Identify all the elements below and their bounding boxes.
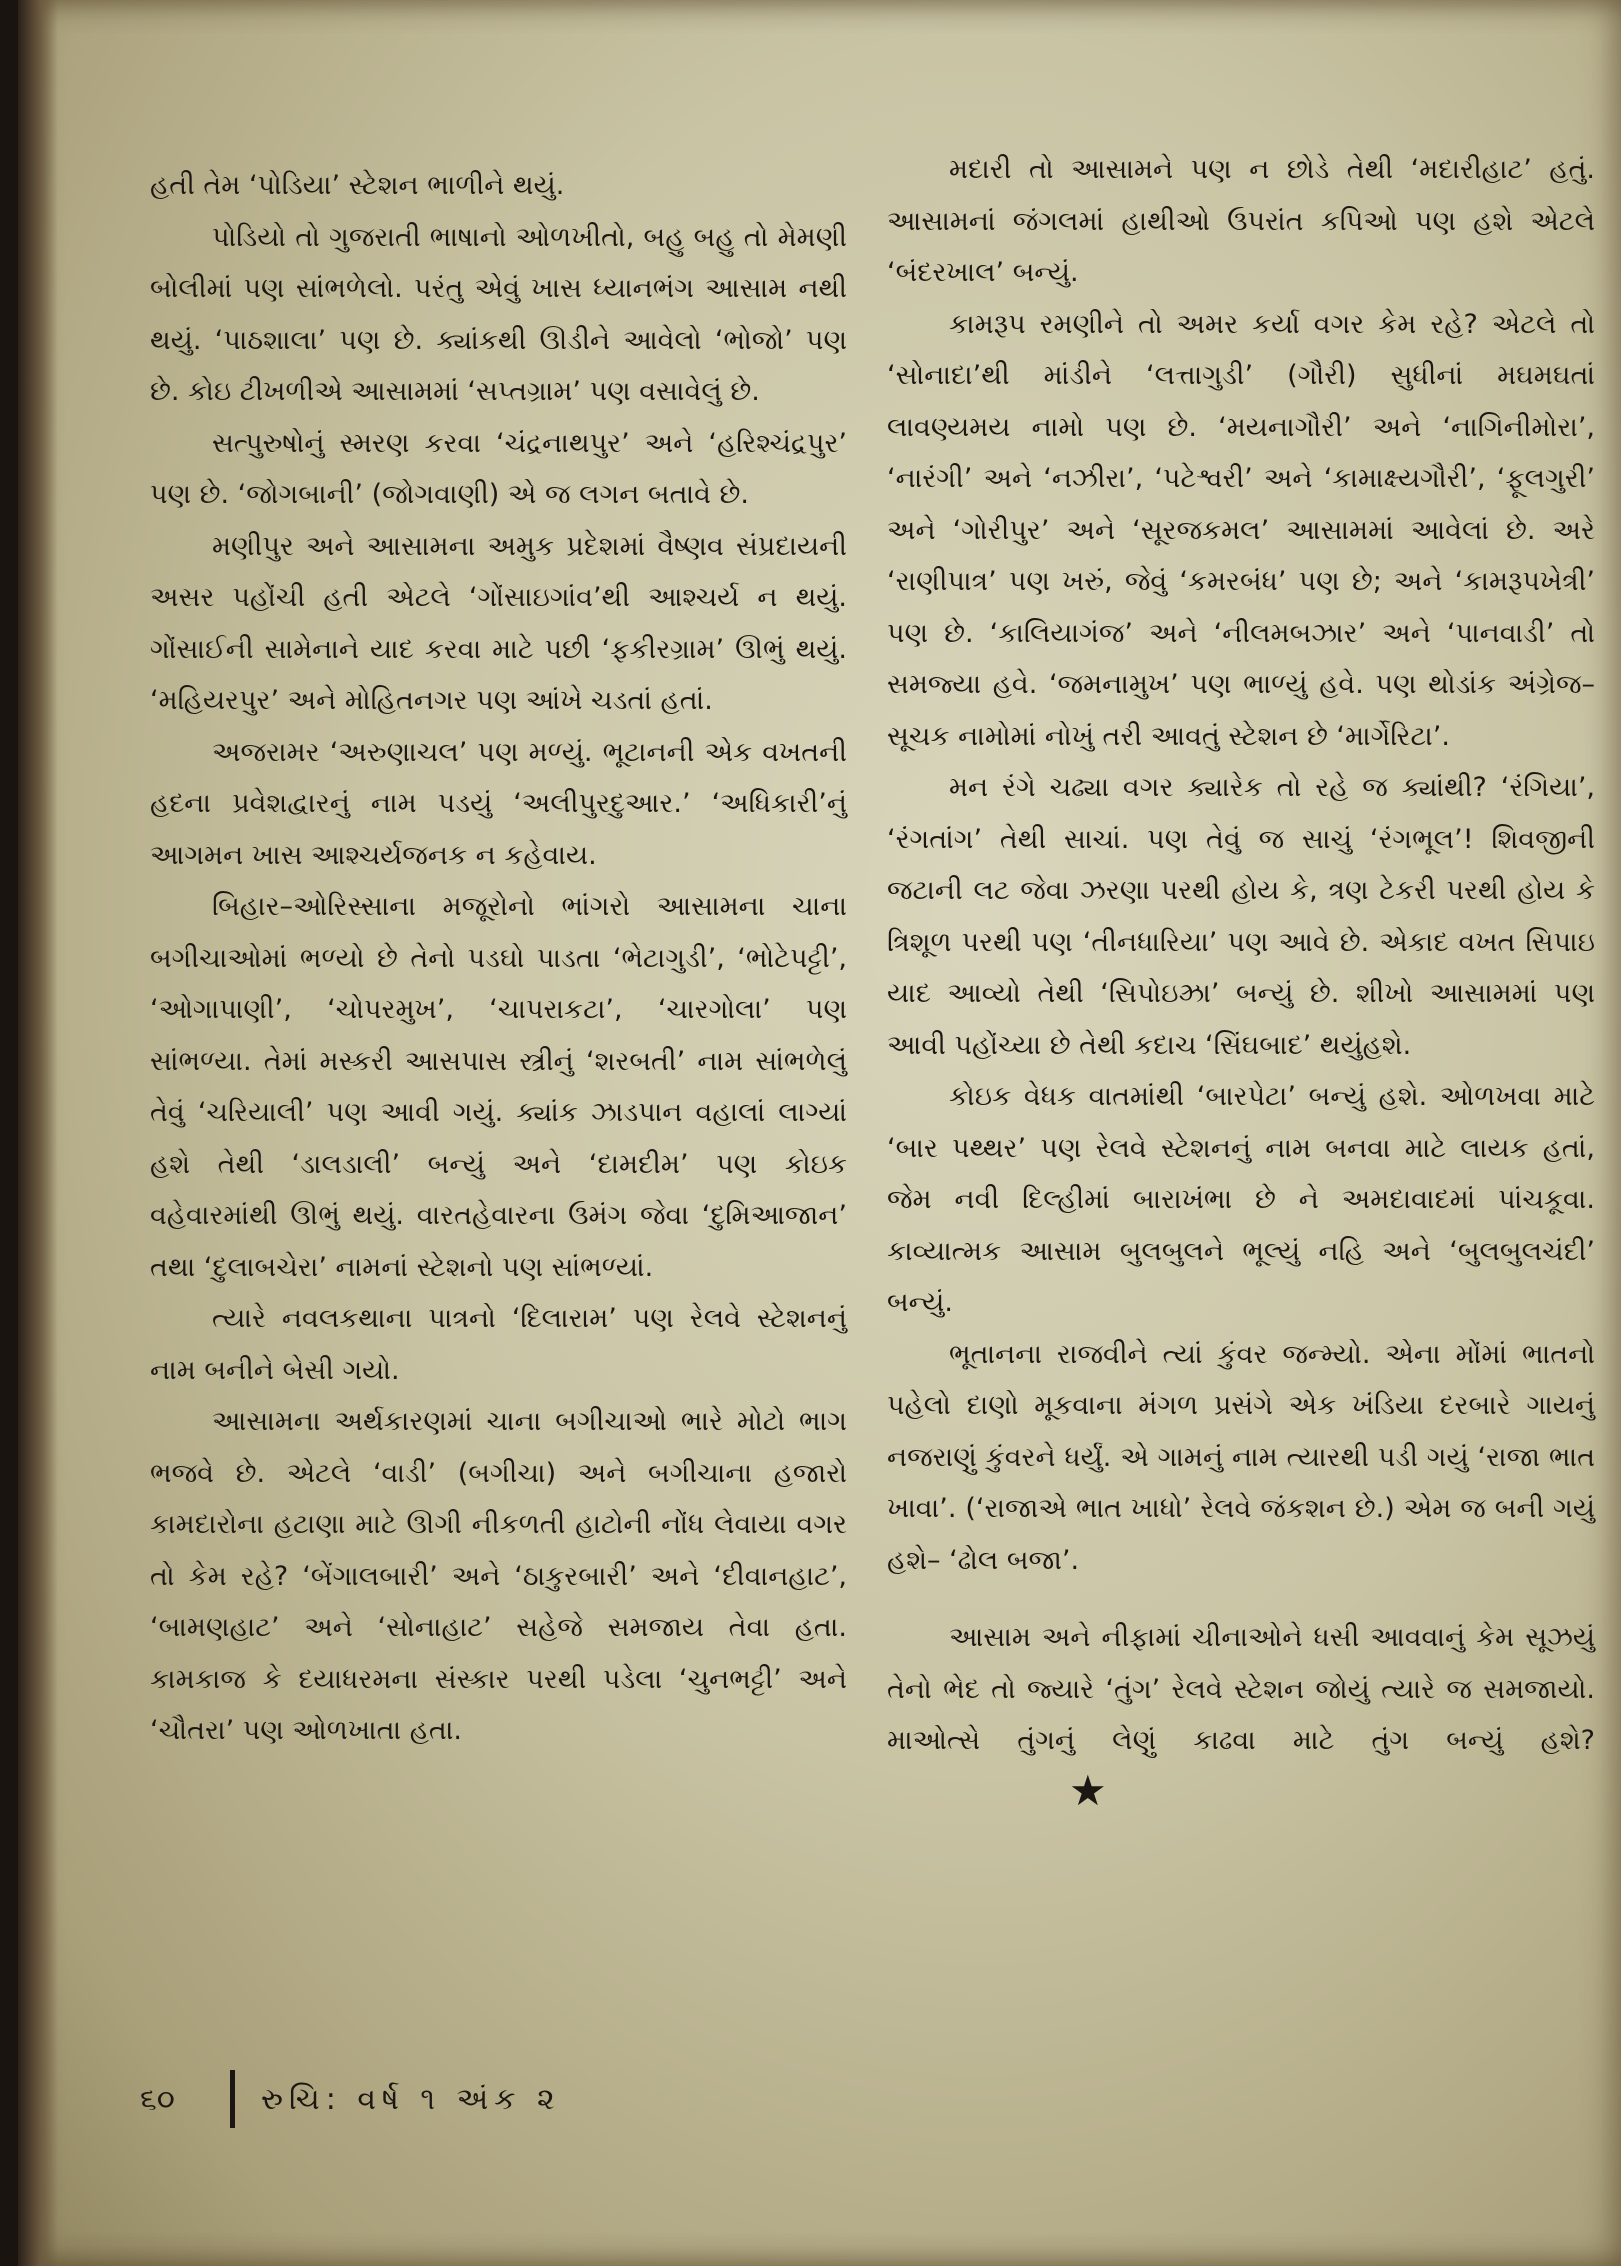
paragraph: મદારી તો આસામને પણ ન છોડે તેથી ‘મદારીહાટ’ હતું. આસામનાં જંગલમાં હાથીઓ ઉપરાંત કપિઓ પણ હશે એટલે ‘બંદરખાલ’ બન્યું.	[887, 154, 1595, 288]
paragraph: હતી તેમ ‘પોડિયા’ સ્ટેશન ભાળીને થયું.	[150, 170, 565, 201]
journal-issue: રુચિ: વર્ષ ૧ અંક ૨	[261, 2081, 561, 2117]
paragraph: પોડિયો તો ગુજરાતી ભાષાનો ઓળખીતો, બહુ બહુ તો મેમણી બોલીમાં પણ સાંભળેલો. પરંતુ એવું ખાસ ધ્યાનભંગ આસામ નથી થયું. ‘પાઠશાલા’ પણ છે. ક્યાંકથી ઊડીને આવેલો ‘ભોજો’ પણ છે. કોઇ ટીખળીએ આસામમાં ‘સપ્તગ્રામ’ પણ વસાવેલું છે.	[150, 221, 847, 407]
book-gutter	[18, 0, 58, 2266]
paragraph: ત્યારે નવલકથાના પાત્રનો ‘દિલારામ’ પણ રેલવે સ્ટેશનનું નામ બનીને બેસી ગયો.	[150, 1303, 847, 1386]
left-column	[150, 160, 847, 1757]
page-footer	[140, 2070, 561, 2128]
footer-divider	[230, 2070, 235, 2128]
paragraph: અજરામર ‘અરુણાચલ’ પણ મળ્યું. ભૂટાનની એક વખતની હદના પ્રવેશદ્વારનું નામ પડયું ‘અલીપુરદુઆર.’ ‘અધિકારી’નું આગમન ખાસ આશ્ચર્યજનક ન કહેવાય.	[150, 736, 847, 871]
page-number: ૬૦	[140, 2081, 175, 2117]
paragraph: મણીપુર અને આસામના અમુક પ્રદેશમાં વૈષ્ણવ સંપ્રદાયની અસર પહોંચી હતી એટલે ‘ગોંસાઇગાંવ’થી આશ્ચર્ય ન થયું. ગોંસાઈની સામેનાને યાદ કરવા માટે પછી ‘ફકીરગ્રામ’ ઊભું થયું. ‘મહિયરપુર’ અને મોહિતનગર પણ આંખે ચડતાં હતાં.	[150, 530, 847, 716]
paragraph: બિહાર–ઓરિસ્સાના મજૂરોનો ભાંગરો આસામના ચાના બગીચાઓમાં ભળ્યો છે તેનો પડઘો પાડતા ‘ભેટાગુડી’, ‘ભોટેપટ્ટી’, ‘ઓગાપાણી’, ‘ચોપરમુખ’, ‘ચાપરાકટા’, ‘ચારગોલા’ પણ સાંભળ્યા. તેમાં મસ્કરી આસપાસ સ્ત્રીનું ‘શરબતી’ નામ સાંભળેલું તેવું ‘ચરિયાલી’ પણ આવી ગયું. ક્યાંક ઝાડપાન વહાલાં લાગ્યાં હશે તેથી ‘ડાલડાલી’ બન્યું અને ‘દામદીમ’ પણ કોઇક વહેવારમાંથી ઊભું થયું. વારતહેવારના ઉમંગ જેવા ‘દુમિઆજાન’ તથા ‘દુલાબચેરા’ નામનાં સ્ટેશનો પણ સાંભળ્યાં.	[150, 891, 847, 1283]
paragraph: સત્પુરુષોનું સ્મરણ કરવા ‘ચંદ્રનાથપુર’ અને ‘હરિશ્ચંદ્રપુર’ પણ છે. ‘જોગબાની’ (જોગવાણી) એ જ લગન બતાવે છે.	[150, 427, 847, 510]
paragraph: આસામના અર્થકારણમાં ચાના બગીચાઓ ભારે મોટો ભાગ ભજવે છે. એટલે ‘વાડી’ (બગીચા) અને બગીચાના હજારો કામદારોના હટાણા માટે ઊગી નીકળતી હાટોની નોંધ લેવાયા વગર તો કેમ રહે? ‘બેંગાલબારી’ અને ‘ઠાકુરબારી’ અને ‘દીવાનહાટ’, ‘બામણહાટ’ અને ‘સોનાહાટ’ સહેજે સમજાય તેવા હતા. કામકાજ કે દયાધરમના સંસ્કાર પરથી પડેલા ‘ચુનભટ્ટી’ અને ‘ચૌતરા’ પણ ઓળખાતા હતા.	[150, 1406, 847, 1746]
closing-paragraph-text: આસામ અને નીફામાં ચીનાઓને ધસી આવવાનું કેમ સૂઝયું તેનો ભેદ તો જ્યારે ‘તુંગ’ રેલવે સ્ટેશન જોયું ત્યારે જ સમજાયો. માઓત્સે તુંગનું લેણું કાઢવા માટે તુંગ બન્યું હશે?	[887, 1622, 1595, 1756]
paragraph: કામરૂપ રમણીને તો અમર કર્યા વગર કેમ રહે? એટલે તો ‘સોનાદા’થી માંડીને ‘લત્તાગુડી’ (ગૌરી) સુધીનાં મઘમઘતાં લાવણ્યમય નામો પણ છે. ‘મયનાગૌરી’ અને ‘નાગિનીમોરા’, ‘નારંગી’ અને ‘નઝીરા’, ‘પટેશ્વરી’ અને ‘કામાક્ષ્યગૌરી’, ‘ફૂલગુરી’ અને ‘ગોરીપુર’ અને ‘સૂરજકમલ’ આસામમાં આવેલાં છે. અરે ‘રાણીપાત્ર’ પણ ખરું, જેવું ‘કમરબંધ’ પણ છે; અને ‘કામરૂપખેત્રી’ પણ છે. ‘કાલિયાગંજ’ અને ‘નીલમબઝાર’ અને ‘પાનવાડી’ તો સમજ્યા હવે. ‘જમનામુખ’ પણ ભાળ્યું હવે. પણ થોડાંક અંગ્રેજ–સૂચક નામોમાં નોખું તરી આવતું સ્ટેશન છે ‘માર્ગેરિટા’.	[887, 308, 1595, 752]
closing-paragraph	[887, 1612, 1595, 1818]
end-star-icon: ★	[1069, 1765, 1107, 1815]
paragraph: ભૂતાનના રાજવીને ત્યાં કુંવર જન્મ્યો. એના મોંમાં ભાતનો પહેલો દાણો મૂકવાના મંગળ પ્રસંગે એક ખંડિયા દરબારે ગાયનું નજરાણું કુંવરને ધર્યું. એ ગામનું નામ ત્યારથી પડી ગયું ‘રાજા ભાત ખાવા’. (‘રાજાએ ભાત ખાધો’ રેલવે જંકશન છે.) એમ જ બની ગયું હશે– ‘ઢોલ બજા’.	[887, 1338, 1595, 1576]
paragraph: કોઇક વેધક વાતમાંથી ‘બારપેટા’ બન્યું હશે. ઓળખવા માટે ‘બાર પથ્થર’ પણ રેલવે સ્ટેશનનું નામ બનવા માટે લાયક હતાં, જેમ નવી દિલ્હીમાં બારાખંભા છે ને અમદાવાદમાં પાંચકૂવા. કાવ્યાત્મક આસામ બુલબુલને ભૂલ્યું નહિ અને ‘બુલબુલચંદી’ બન્યું.	[887, 1081, 1595, 1318]
right-column	[887, 144, 1595, 1818]
paragraph: મન રંગે ચઢ્યા વગર ક્યારેક તો રહે જ ક્યાંથી? ‘રંગિયા’, ‘રંગતાંગ’ તેથી સાચાં. પણ તેવું જ સાચું ‘રંગભૂલ’! શિવજીની જટાની લટ જેવા ઝરણા પરથી હોય કે, ત્રણ ટેકરી પરથી હોય કે ત્રિશૂળ પરથી પણ ‘તીનધારિયા’ પણ આવે છે. એકાદ વખત સિપાઇ યાદ આવ્યો તેથી ‘સિપોઇઝ્રા’ બન્યું છે. શીખો આસામમાં પણ આવી પહોંચ્યા છે તેથી કદાચ ‘સિંઘબાદ’ થયુંહશે.	[887, 772, 1595, 1061]
